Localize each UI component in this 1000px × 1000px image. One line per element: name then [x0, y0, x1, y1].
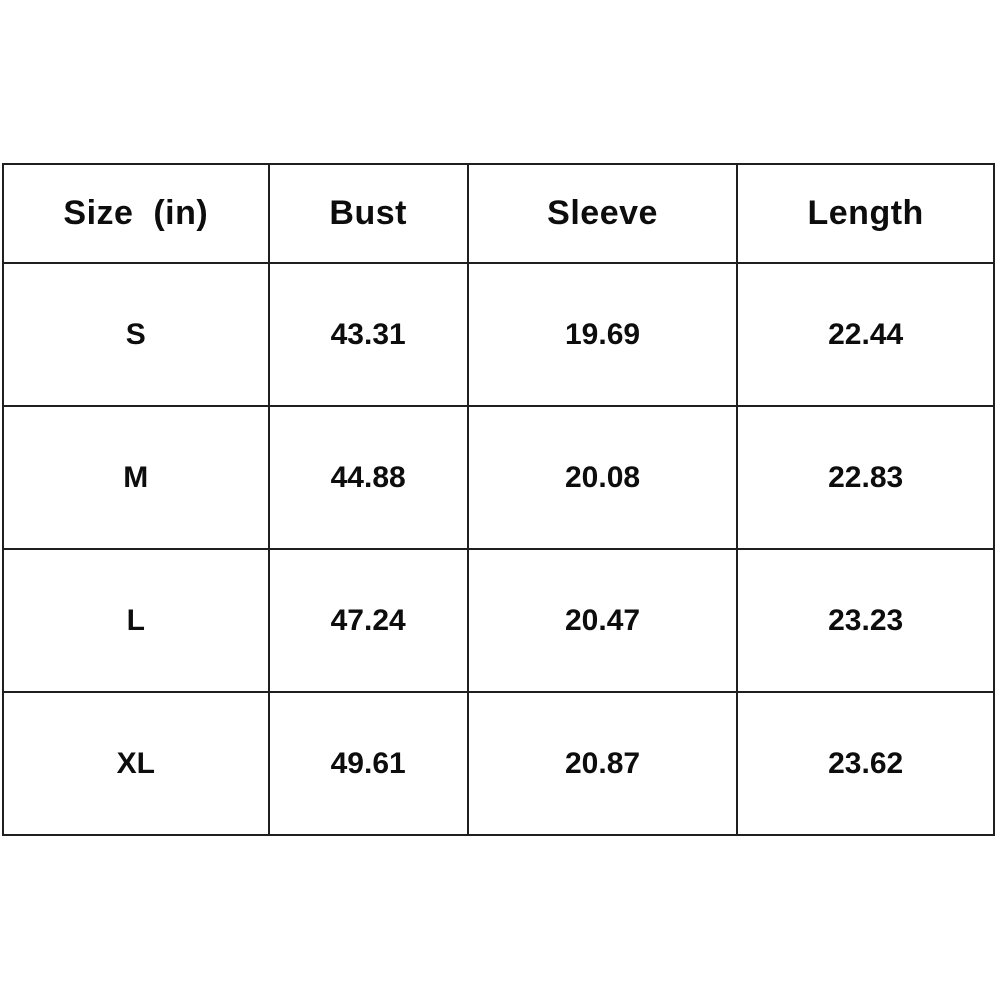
sleeve-cell: 20.47 — [468, 549, 738, 692]
sleeve-cell: 20.08 — [468, 406, 738, 549]
sleeve-cell: 20.87 — [468, 692, 738, 835]
header-cell-length: Length — [737, 164, 994, 263]
size-cell: S — [3, 263, 269, 406]
table-row — [3, 406, 994, 549]
header-row — [3, 164, 994, 263]
length-cell: 22.83 — [737, 406, 994, 549]
bust-cell: 47.24 — [269, 549, 468, 692]
header-cell-bust: Bust — [269, 164, 468, 263]
bust-cell: 43.31 — [269, 263, 468, 406]
size-cell: M — [3, 406, 269, 549]
bust-cell: 44.88 — [269, 406, 468, 549]
length-cell: 22.44 — [737, 263, 994, 406]
bust-cell: 49.61 — [269, 692, 468, 835]
table-row — [3, 692, 994, 835]
size-chart-table — [2, 163, 995, 836]
header-cell-size: Size (in) — [3, 164, 269, 263]
size-cell: XL — [3, 692, 269, 835]
length-cell: 23.62 — [737, 692, 994, 835]
header-cell-sleeve: Sleeve — [468, 164, 738, 263]
size-cell: L — [3, 549, 269, 692]
length-cell: 23.23 — [737, 549, 994, 692]
table-row — [3, 549, 994, 692]
sleeve-cell: 19.69 — [468, 263, 738, 406]
table-row — [3, 263, 994, 406]
